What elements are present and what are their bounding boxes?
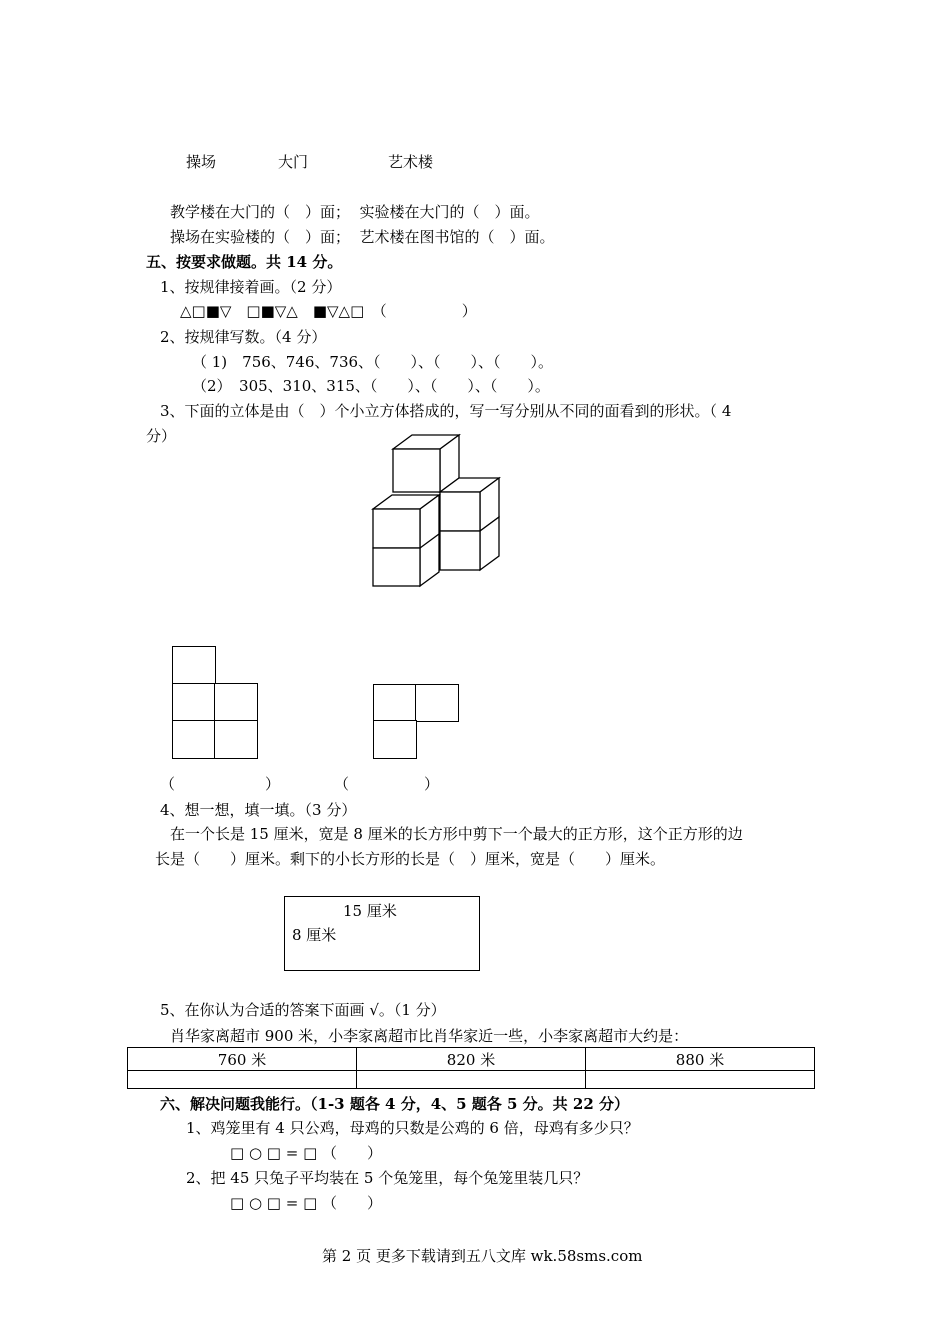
q3-text-line-1: 3、下面的立体是由（ ）个小立方体搭成的，写一写分别从不同的面看到的形状。（ 4 — [160, 402, 732, 420]
label-playground: 操场 — [186, 153, 217, 171]
q5-question: 肖华家离超市 900 米，小李家离超市比肖华家近一些，小李家离超市大约是： — [170, 1027, 689, 1045]
right-cube-lower-front — [440, 531, 480, 570]
cube-stack-figure — [365, 430, 505, 596]
q5-text: 5、在你认为合适的答案下面画 √。（1 分） — [160, 1001, 446, 1019]
s6-q2-text: 2、把 45 只兔子平均装在 5 个兔笼里，每个兔笼里装几只？ — [186, 1169, 589, 1187]
check-cell-760[interactable] — [128, 1071, 357, 1089]
label-art-building: 艺术楼 — [388, 153, 434, 171]
section-5-title: 五、按要求做题。共 14 分。 — [146, 253, 343, 271]
q2-sequence-a: （ 1) 756、746、736、（ ）、（ ）、（ ）。 — [192, 353, 554, 371]
s6-q1-formula[interactable]: □ ○ □ = □ （ ） — [230, 1144, 383, 1162]
q1-pattern: △□■▽ □■▽△ ■▽△□ （ ） — [180, 302, 477, 320]
label-gate: 大门 — [278, 153, 309, 171]
q1-text: 1、按规律接着画。（2 分） — [160, 278, 342, 296]
s6-q1-text: 1、鸡笼里有 4 只公鸡，母鸡的只数是公鸡的 6 倍，母鸡有多少只？ — [186, 1119, 639, 1137]
option-820: 820 米 — [357, 1048, 586, 1071]
rectangle-width-label: 8 厘米 — [292, 926, 337, 944]
rectangle-length-label: 15 厘米 — [343, 902, 397, 920]
view-answer-left[interactable]: （ ） — [160, 775, 281, 793]
front-cube-upper-front — [373, 509, 420, 548]
check-cell-820[interactable] — [357, 1071, 586, 1089]
direction-question-line-2: 操场在实验楼的（ ）面； 艺术楼在图书馆的（ ）面。 — [170, 228, 555, 246]
s6-q2-formula[interactable]: □ ○ □ = □ （ ） — [230, 1194, 383, 1212]
option-760: 760 米 — [128, 1048, 357, 1071]
page-footer: 第 2 页 更多下载请到五八文库 wk.58sms.com — [322, 1247, 643, 1265]
q3-text-line-2: 分） — [146, 427, 177, 445]
top-cube-front-face — [393, 449, 440, 492]
option-880: 880 米 — [586, 1048, 815, 1071]
right-cube-upper-front — [440, 492, 480, 531]
view-answer-right[interactable]: （ ） — [334, 775, 440, 793]
front-cube-lower-front — [373, 548, 420, 586]
q5-options-table — [127, 1047, 815, 1089]
q4-problem-line-1: 在一个长是 15 厘米，宽是 8 厘米的长方形中剪下一个最大的正方形，这个正方形的边 — [170, 825, 743, 843]
q4-problem-line-2: 长是（ ）厘米。剩下的小长方形的长是（ ）厘米，宽是（ ）厘米。 — [155, 850, 666, 868]
section-6-title: 六、解决问题我能行。（1-3 题各 4 分，4、5 题各 5 分。共 22 分） — [160, 1095, 630, 1113]
check-cell-880[interactable] — [586, 1071, 815, 1089]
q4-text: 4、想一想，填一填。（3 分） — [160, 801, 357, 819]
q2-sequence-b: （2） 305、310、315、（ ）、（ ）、（ ）。 — [192, 377, 550, 395]
direction-question-line-1: 教学楼在大门的（ ）面； 实验楼在大门的（ ）面。 — [170, 203, 540, 221]
q2-text: 2、按规律写数。（4 分） — [160, 328, 327, 346]
